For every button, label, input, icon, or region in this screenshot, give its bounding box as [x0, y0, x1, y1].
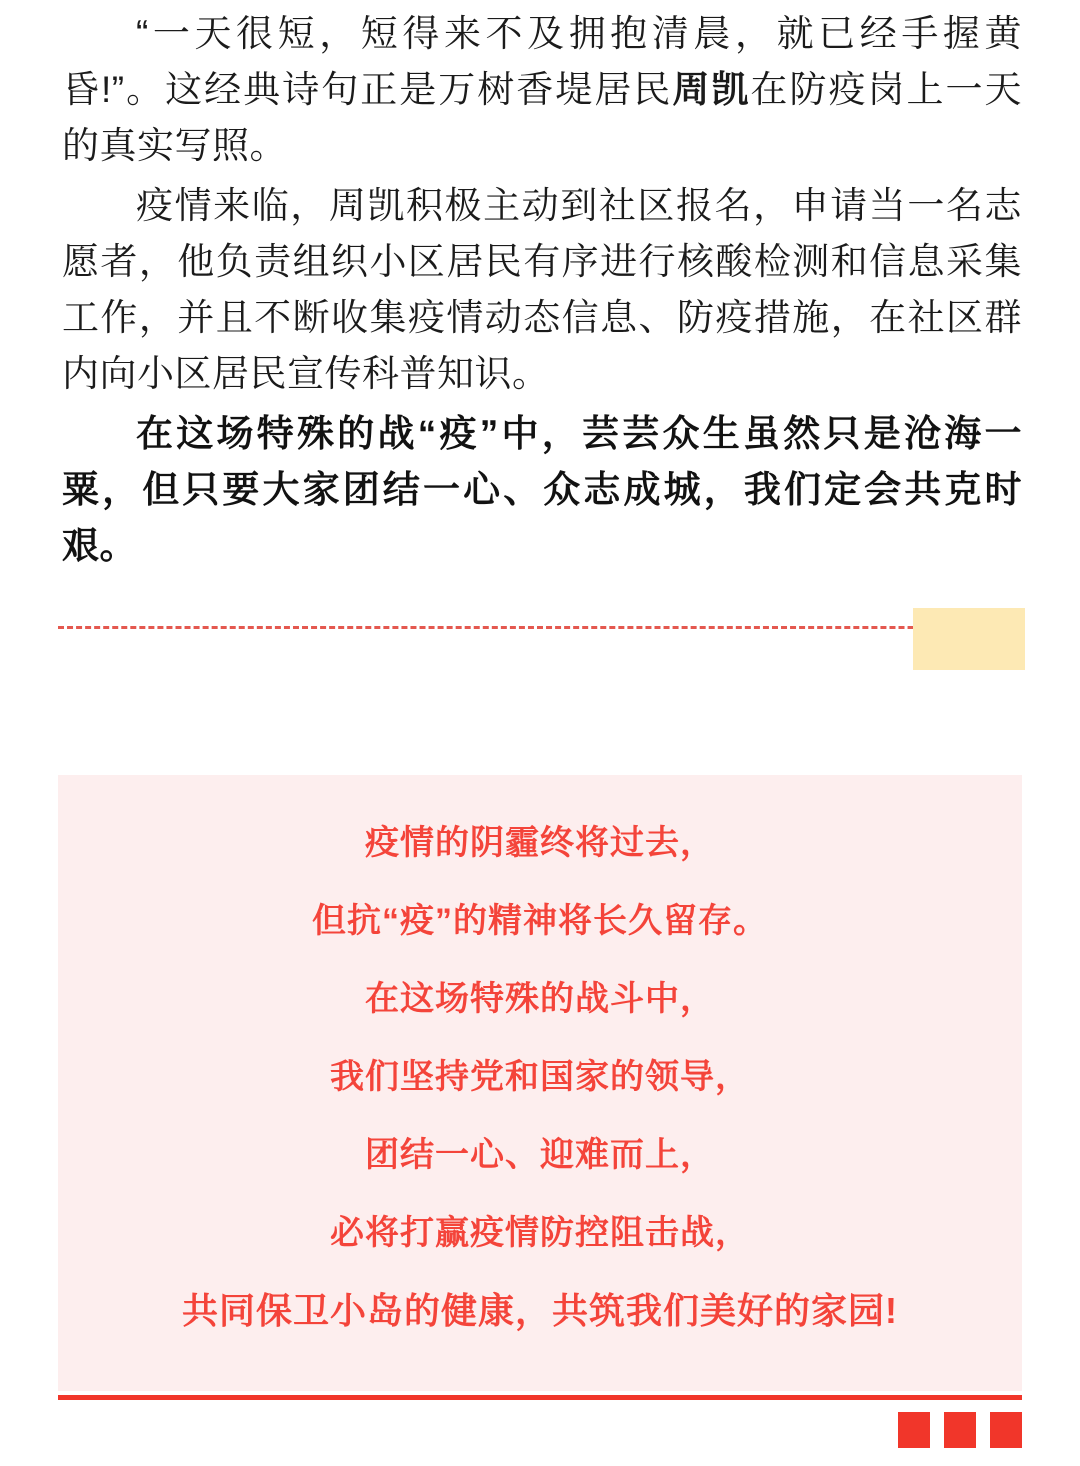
yellow-decoration-block: [913, 608, 1025, 670]
quote-line: 但抗“疫”的精神将长久留存。: [312, 902, 768, 940]
resident-name: 周凯: [672, 69, 751, 110]
decoration-square: [898, 1412, 930, 1448]
quote-line: 共同保卫小岛的健康，共筑我们美好的家园!: [182, 1290, 898, 1331]
square-decoration-group: [898, 1412, 1022, 1448]
paragraph-1: [62, 6, 1022, 174]
quote-line: 我们坚持党和国家的领导，: [330, 1058, 750, 1096]
divider-section: [0, 608, 1080, 648]
paragraph-1-part-a: “一天很短，短得来不及拥抱清晨，就已经手握黄昏!”。这经典诗句正是万树香堤居民: [62, 13, 1022, 110]
decoration-square: [990, 1412, 1022, 1448]
article-body: [0, 0, 1080, 574]
paragraph-3: 在这场特殊的战“疫”中，芸芸众生虽然只是沧海一粟，但只要大家团结一心、众志成城，我们定会共克时艰。: [62, 413, 1022, 566]
quote-line: 必将打赢疫情防控阻击战，: [330, 1214, 750, 1252]
quote-line: 疫情的阴霾终将过去，: [365, 824, 715, 862]
bottom-red-bar: [58, 1395, 1022, 1400]
quote-panel: [58, 775, 1022, 1391]
decoration-square: [944, 1412, 976, 1448]
quote-line: 在这场特殊的战斗中，: [365, 980, 715, 1018]
quote-line: 团结一心、迎难而上，: [365, 1136, 715, 1174]
dashed-divider: [58, 626, 1022, 629]
paragraph-1-part-c: 在防疫岗上一天的真实写照。: [62, 69, 1023, 166]
paragraph-2: 疫情来临，周凯积极主动到社区报名，申请当一名志愿者，他负责组织小区居民有序进行核酸检测和信息采集工作，并且不断收集疫情动态信息、防疫措施，在社区群内向小区居民宣传科普知识。: [62, 185, 1022, 394]
